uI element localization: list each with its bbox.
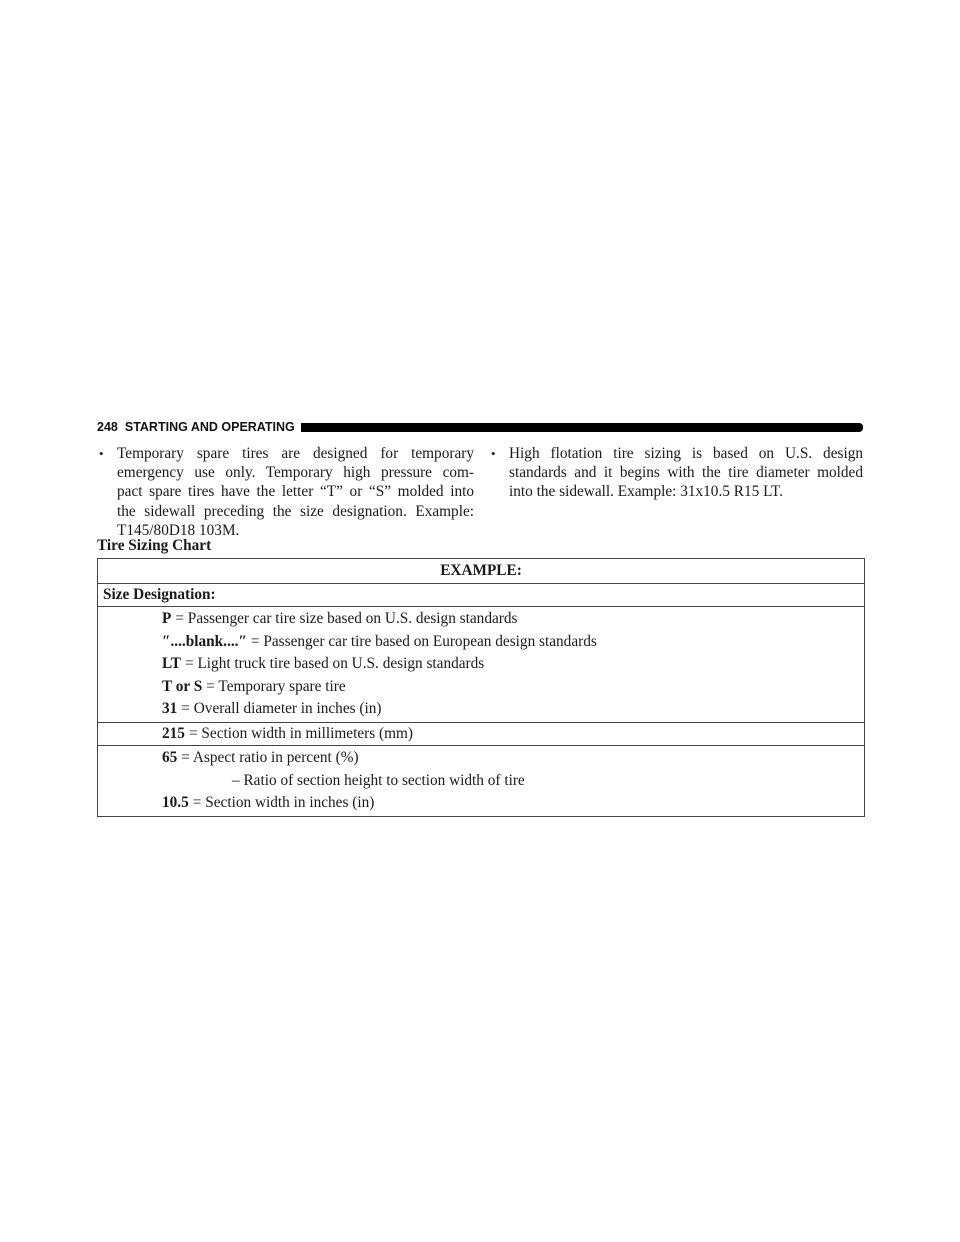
bullet-icon: • [491,446,496,461]
text-line: standards and it begins with the tire diameter molded [509,464,863,482]
chart-line: 10.5 = Section width in inches (in) [162,794,375,811]
chart-line: ″....blank....″ = Passenger car tire based on European design standards [162,632,597,650]
text-line: emergency use only. Temporary high pressure com- [117,464,474,482]
page-number: 248 [97,420,118,434]
bullet-text [117,444,474,540]
header-rule [301,423,863,432]
bullet-temporary-spare [97,444,474,540]
chart-note: – Ratio of section height to section width of tire [232,771,525,789]
chart-group-aspect-ratio [98,746,864,816]
bullet-high-flotation [489,444,863,502]
text-line: High flotation tire sizing is based on U.S. design [509,445,863,462]
chart-line: LT = Light truck tire based on U.S. design standards [162,655,485,672]
left-column [97,444,474,540]
chart-title: Tire Sizing Chart [97,537,212,554]
chart-line: P = Passenger car tire size based on U.S. design standards [162,610,518,627]
chart-heading: EXAMPLE: [98,559,864,584]
chart-group-codes [98,607,864,723]
page-header [97,418,863,436]
size-designation-label: Size Designation: [98,584,864,607]
text-line: into the sidewall. Example: 31x10.5 R15 LT. [509,483,784,501]
bullet-text [509,444,863,502]
text-line: Temporary spare tires are designed for temporary [117,445,474,462]
text-line: T145/80D18 103M. [117,521,240,539]
chart-line: 31 = Overall diameter in inches (in) [162,700,382,717]
tire-sizing-chart [97,558,865,817]
chart-line: 215 = Section width in millimeters (mm) [162,724,413,742]
chart-line: T or S = Temporary spare tire [162,677,346,695]
text-line: the sidewall preceding the size designation. Example: [117,502,474,520]
bullet-icon: • [99,446,104,461]
chart-group-section-width [98,723,864,747]
text-line: pact spare tires have the letter “T” or “S” molded into [117,483,474,501]
section-title: STARTING AND OPERATING [124,420,295,434]
chart-line: 65 = Aspect ratio in percent (%) [162,749,359,766]
right-column [489,444,863,502]
